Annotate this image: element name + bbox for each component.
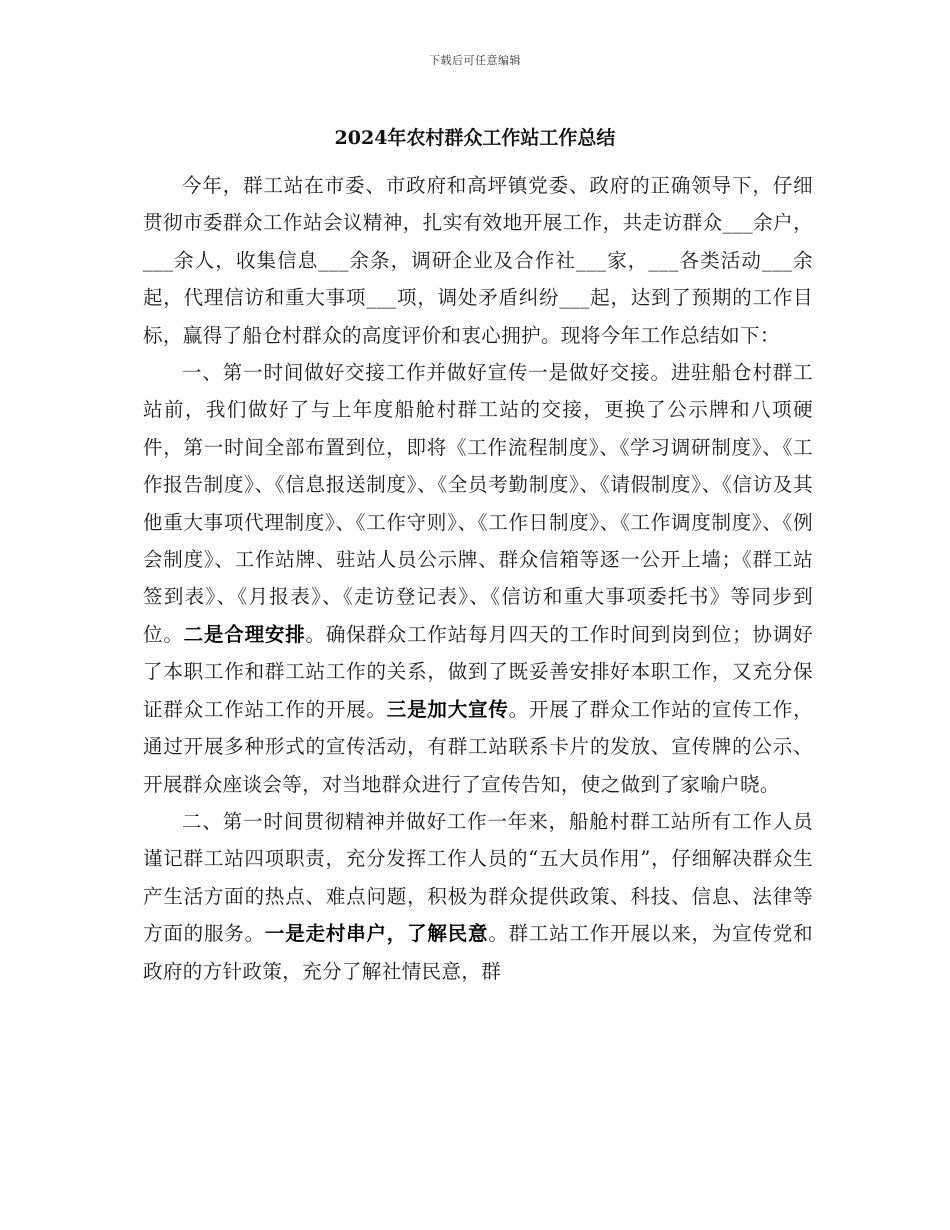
paragraph-section-two: [143, 803, 813, 990]
paragraph-section-one: [143, 354, 813, 803]
document-title: 2024年农村群众工作站工作总结: [334, 127, 616, 149]
section-one-bold-reasonable-arrangement: 二是合理安排: [183, 622, 306, 646]
section-one-tail: 。开展了群众工作站的宣传工作，通过开展多种形式的宣传活动，有群工站联系卡片的发放、宣传牌的公示、开展群众座谈会等，对当地群众进行了宣传告知，使之做到了家喻户晓。: [143, 697, 813, 796]
paragraph-intro-text: 今年，群工站在市委、市政府和高坪镇党委、政府的正确领导下，仔细贯彻市委群众工作站会议精神，扎实有效地开展工作，共走访群众___余户，___余人，收集信息___余条，调研企业及合作社___家，___各类活动___余起，代理信访和重大事项___项，调处矛盾纠纷___起，达到了预期的工作目标，赢得了船仓村群众的高度评价和衷心拥护。现将今年工作总结如下：: [143, 174, 813, 347]
section-two-tail: 。群工站工作开展以来，为宣传党和政府的方针政策，充分了解社情民意，群: [143, 922, 813, 983]
header-note: 下载后可任意编辑: [429, 54, 521, 67]
section-one-middle: 。确保群众工作站每月四天的工作时间到岗到位；协调好了本职工作和群工站工作的关系，做到了既妥善安排好本职工作，又充分保证群众工作站工作的开展。: [143, 622, 813, 721]
section-one-bold-publicity: 三是加大宣传: [386, 697, 509, 721]
document-body: [143, 167, 813, 990]
section-two-intro: 二、第一时间贯彻精神并做好工作一年来，船舱村群工站所有工作人员谨记群工站四项职责，充分发挥工作人员的“五大员作用”，仔细解决群众生产生活方面的热点、难点问题，积极为群众提供政策、科技、信息、法律等方面的服务。: [143, 809, 813, 946]
paragraph-intro: [143, 167, 813, 354]
section-two-bold-visit-villages: 一是走村串户，了解民意: [264, 922, 489, 946]
section-one-intro: 一、第一时间做好交接工作并做好宣传一是做好交接。进驻船仓村群工站前，我们做好了与上年度船舱村群工站的交接，更换了公示牌和八项硬件，第一时间全部布置到位，即将《工作流程制度》、《学习调研制度》、《工作报告制度》、《信息报送制度》、《全员考勤制度》、《请假制度》、《信访及其他重大事项代理制度》、《工作守则》、《工作日制度》、《工作调度制度》、《例会制度》、工作站牌、驻站人员公示牌、群众信箱等逐一公开上墙；《群工站签到表》、《月报表》、《走访登记表》、《信访和重大事项委托书》等同步到位。: [143, 361, 813, 646]
